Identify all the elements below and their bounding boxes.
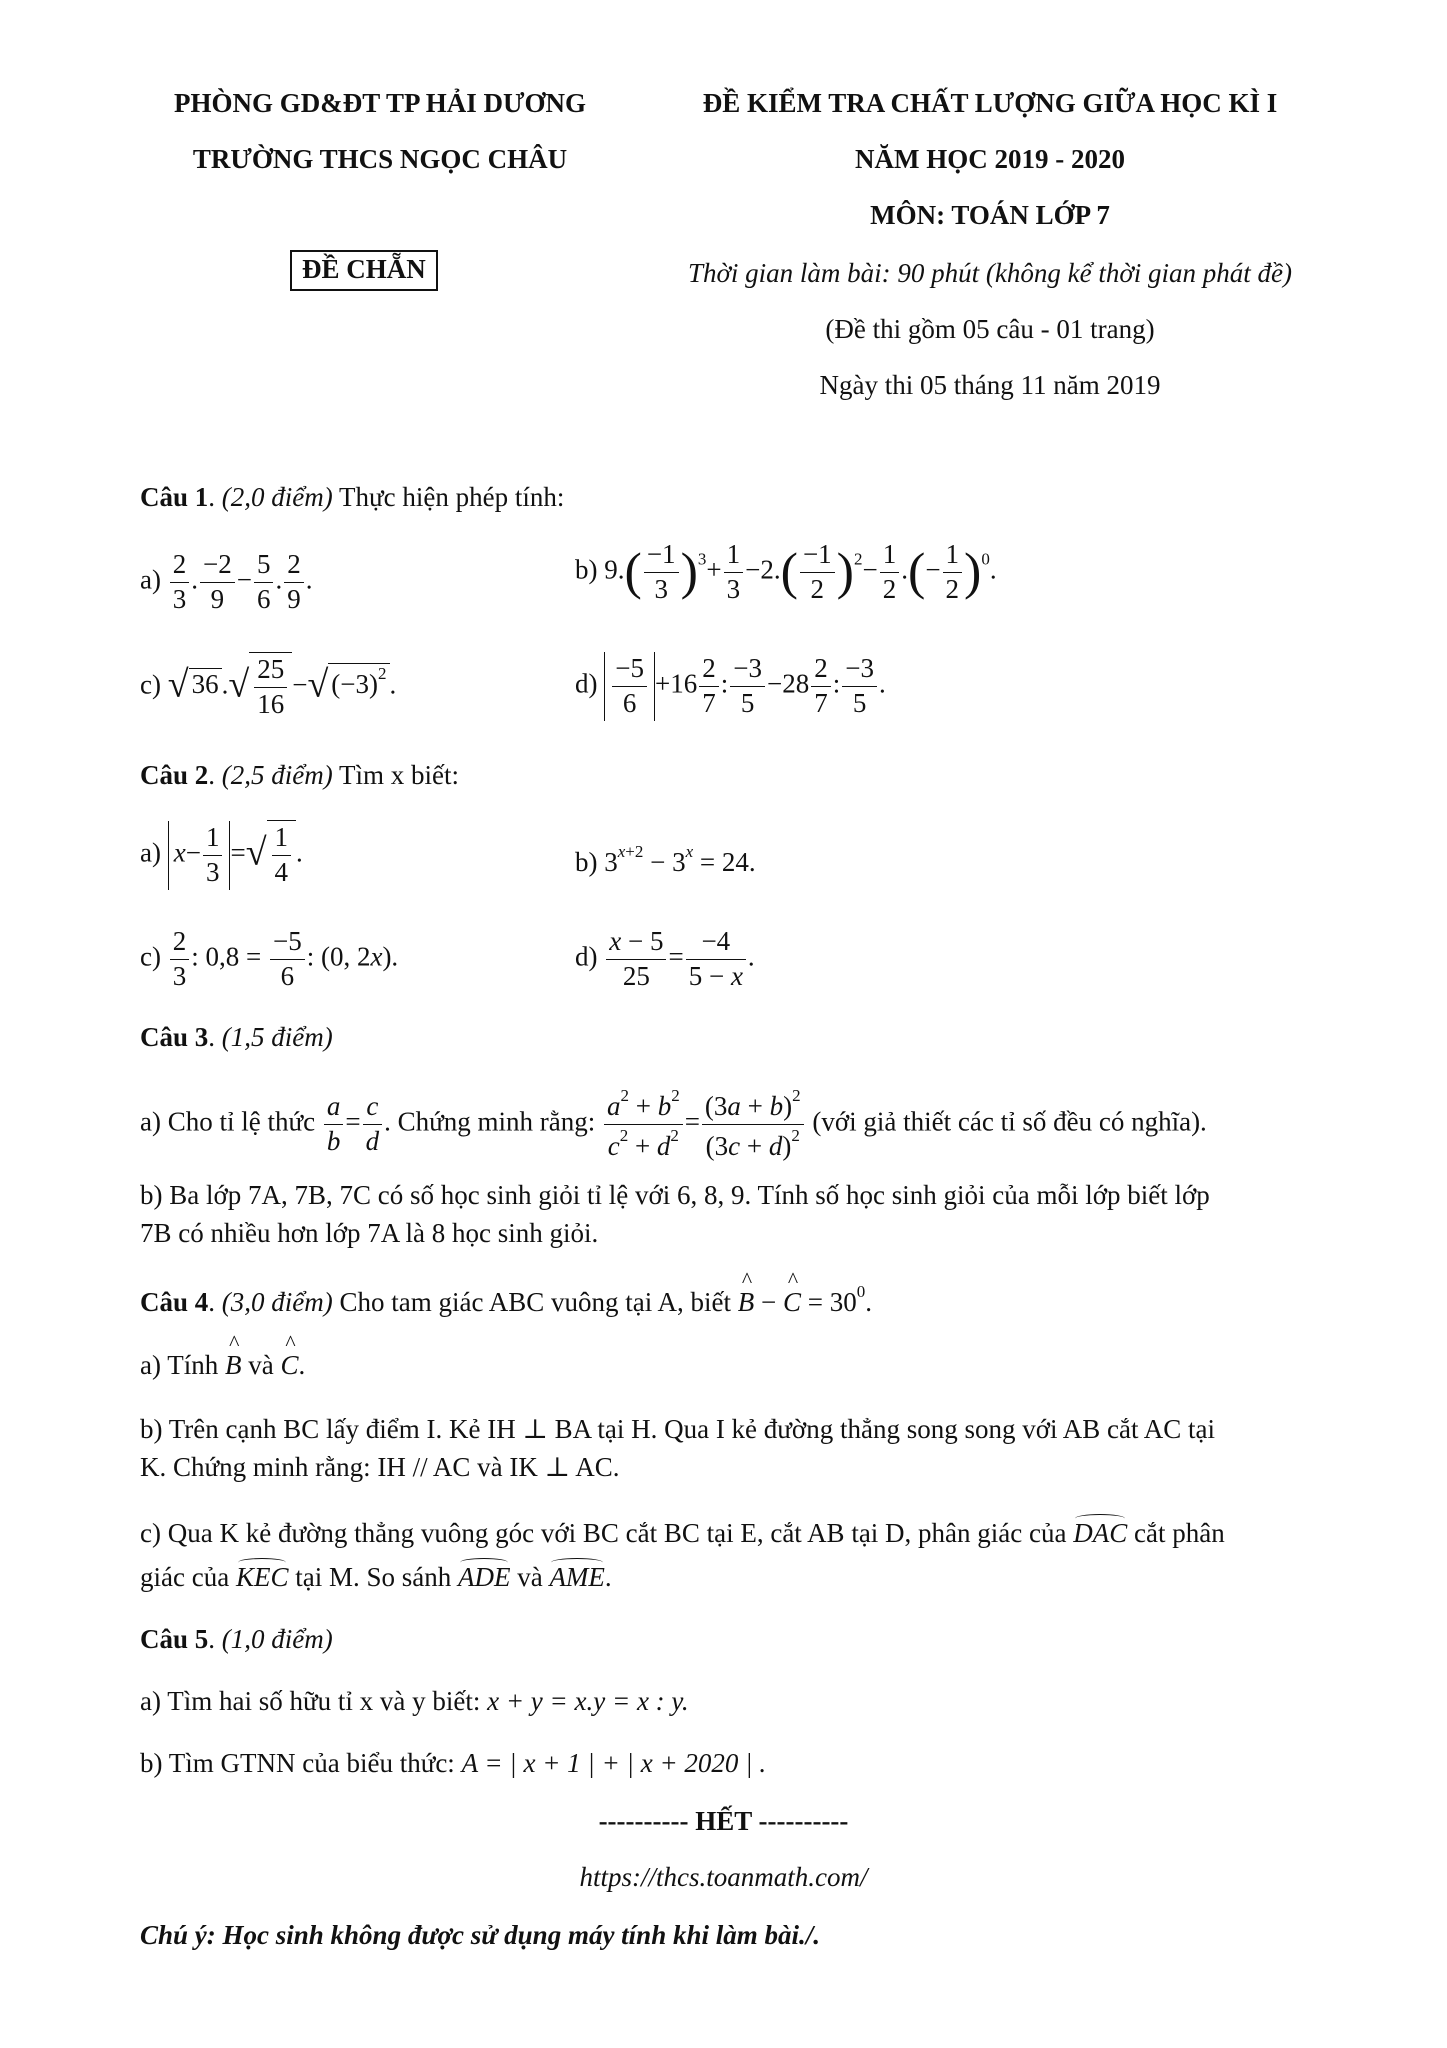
question-2-heading: Câu 2. (2,5 điểm) Tìm x biết:: [140, 760, 459, 790]
question-4b-line-2: K. Chứng minh rằng: IH // AC và IK ⊥ AC.: [140, 1452, 620, 1482]
question-2b: b) $3^{x+2} - 3^x = 24$.: [575, 842, 756, 877]
exam-date: Ngày thi 05 tháng 11 năm 2019: [819, 370, 1161, 400]
question-3a-suffix: (với giả thiết các tỉ số đều có nghĩa).: [812, 1106, 1207, 1137]
question-3a-prefix: a) Cho tỉ lệ thức: [140, 1106, 316, 1137]
question-2d: d) $\frac{x - 5}{25}$ = $\frac{-4}{5 - x}$ .: [575, 925, 755, 994]
question-1-points: (2,0 điểm): [221, 482, 333, 512]
school-name: TRƯỜNG THCS NGỌC CHÂU: [192, 144, 568, 174]
school-year: NĂM HỌC 2019 - 2020: [855, 144, 1125, 174]
question-3-points: (1,5 điểm): [221, 1022, 333, 1052]
question-3b-line-1: b) Ba lớp 7A, 7B, 7C có số học sinh giỏi tỉ lệ với 6, 8, 9. Tính số học sinh giỏi của mỗi lớp biết lớp: [140, 1180, 1210, 1210]
exam-note: Chú ý: Học sinh không được sử dụng máy tính khi làm bài./.: [140, 1920, 820, 1950]
question-4a-text: a) Tính: [140, 1350, 219, 1380]
question-4b-line-1: b) Trên cạnh BC lấy điểm I. Kẻ IH ⊥ BA tại H. Qua I kẻ đường thẳng song song với AB cắt AC tại: [140, 1414, 1215, 1444]
question-4c-line-2-and: và: [517, 1562, 543, 1592]
question-5-label: Câu 5: [140, 1624, 209, 1654]
question-4-prompt: Cho tam giác ABC vuông tại A, biết: [339, 1287, 731, 1317]
exam-duration: Thời gian làm bài: 90 phút (không kể thời gian phát đề): [687, 258, 1292, 288]
question-1a: a) $\frac{2}{3}$ . $\frac{-2}{9}$ − $\frac{5}{6}$ . $\frac{2}{9}$ .: [140, 548, 312, 617]
question-4a: a) Tính ^ B và ^ C.: [140, 1350, 305, 1381]
question-4-points: (3,0 điểm): [221, 1287, 333, 1317]
question-3-heading: Câu 3. (1,5 điểm): [140, 1022, 333, 1052]
question-5-heading: Câu 5. (1,0 điểm): [140, 1624, 333, 1654]
question-1-heading: Câu 1. (2,0 điểm) Thực hiện phép tính:: [140, 482, 565, 512]
question-5a-math: x + y = x.y = x : y.: [487, 1686, 689, 1716]
question-4c-line-1: c) Qua K kẻ đường thẳng vuông góc với BC cắt BC tại E, cắt AB tại D, phân giác của DAC cắt phân: [140, 1518, 1225, 1548]
question-3a: a) Cho tỉ lệ thức $\frac{a}{b}$ = $\frac{c}{d}$ . Chứng minh rằng: $\frac{a^2 + b^2}{c^2 + d^2}$ = $\frac{(3a + b)^2}{(3c + d)^2}$ (với giả thiết các tỉ số đều có nghĩa).: [140, 1085, 1207, 1164]
exam-variant-box: ĐỀ CHẴN: [290, 250, 438, 291]
question-4a-and: và: [248, 1350, 274, 1380]
question-5b-math: A = | x + 1 | + | x + 2020 | .: [461, 1748, 767, 1778]
question-4c-line-1-tail: cắt phân: [1133, 1518, 1225, 1548]
question-2a: a) x− $\frac{1}{3}$ =√ $\frac{1}{4}$ .: [140, 820, 303, 890]
question-1-prompt: Thực hiện phép tính:: [339, 482, 565, 512]
question-2-points: (2,5 điểm): [221, 760, 333, 790]
source-url: https://thcs.toanmath.com/: [579, 1862, 868, 1892]
exam-title: ĐỀ KIỂM TRA CHẤT LƯỢNG GIỮA HỌC KÌ I: [702, 88, 1278, 118]
question-4-heading: Câu 4. (3,0 điểm) Cho tam giác ABC vuông tại A, biết ^ B − ^ $C = 30^0$.: [140, 1282, 872, 1318]
question-5b-text: b) Tìm GTNN của biểu thức:: [140, 1748, 455, 1778]
question-5a: [140, 1686, 689, 1717]
question-1-label: Câu 1: [140, 482, 209, 512]
question-5a-text: a) Tìm hai số hữu tỉ x và y biết:: [140, 1686, 481, 1716]
question-2c: c) $\frac{2}{3}$ : 0,8 = $\frac{-5}{6}$ : (0, 2x).: [140, 925, 398, 994]
end-marker: ---------- HẾT ----------: [598, 1806, 849, 1836]
question-3b-line-2: 7B có nhiều hơn lớp 7A là 8 học sinh giỏi.: [140, 1218, 599, 1248]
question-4c-line-2: giác của KEC tại M. So sánh ADE và AME.: [140, 1562, 612, 1592]
question-3a-mid: . Chứng minh rằng:: [384, 1106, 596, 1137]
question-1d: d) $\frac{-5}{6}$ +16 $\frac{2}{7}$ : $\frac{-3}{5}$ −28 $\frac{2}{7}$ : $\frac{-3}{5}$ .: [575, 652, 886, 721]
question-2-label: Câu 2: [140, 760, 209, 790]
question-5-points: (1,0 điểm): [221, 1624, 333, 1654]
question-4c-line-1-text: c) Qua K kẻ đường thẳng vuông góc với BC cắt BC tại E, cắt AB tại D, phân giác của: [140, 1518, 1067, 1548]
question-4c-line-2-text: giác của: [140, 1562, 230, 1592]
question-3-label: Câu 3: [140, 1022, 209, 1052]
department-name: PHÒNG GD&ĐT TP HẢI DƯƠNG: [173, 88, 587, 118]
question-4-label: Câu 4: [140, 1287, 209, 1317]
question-4c-line-2-mid: tại M. So sánh: [295, 1562, 452, 1592]
exam-composition: (Đề thi gồm 05 câu - 01 trang): [825, 314, 1155, 344]
question-1c: c) √ 36 .√ $\frac{25}{16}$ −√ $(-3)^2$ .: [140, 652, 396, 722]
question-5b: [140, 1748, 766, 1779]
question-1b: b) 9.( $\frac{-1}{3}$ )$^3$+ $\frac{1}{3}$ −2.( $\frac{-1}{2}$ )$^2$− $\frac{1}{2}$ .(− $\frac{1}{2}$ )$^0$.: [575, 538, 997, 607]
subject: MÔN: TOÁN LỚP 7: [870, 200, 1110, 230]
question-2-prompt: Tìm x biết:: [339, 760, 459, 790]
